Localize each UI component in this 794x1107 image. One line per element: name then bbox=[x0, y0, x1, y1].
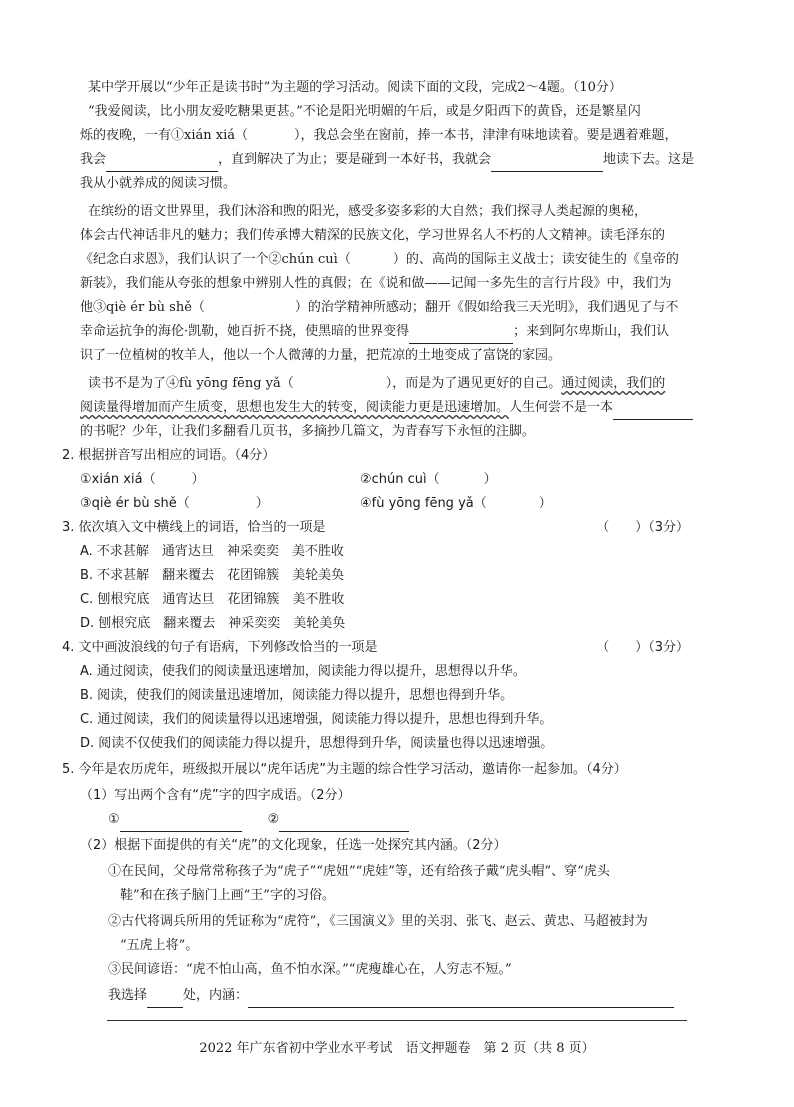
wavy-underlined-sentence: 阅读量得增加而产生质变，思想也发生大的转变，阅读能力更是迅速增加。 bbox=[80, 400, 510, 415]
passage-p1-line4: 我从小就养成的阅读习惯。 bbox=[80, 176, 237, 191]
passage-p2-line1: 在缤纷的语文世界里，我们沐浴和煦的阳光，感受多姿多彩的大自然；我们探寻人类起源的奥秘， bbox=[88, 204, 648, 219]
q2-row2 bbox=[80, 492, 690, 516]
fill-blank-3[interactable] bbox=[409, 325, 513, 344]
answer-label: ② bbox=[267, 812, 280, 827]
paren-close: ） bbox=[255, 496, 269, 511]
text: ），而是为了遇见更好的自己。 bbox=[385, 376, 562, 391]
q5-item3: ③民间谚语：“虎不怕山高，鱼不怕水深。”“虎瘦雄心在，人穷志不短。” bbox=[108, 962, 512, 977]
q2-item-a[interactable] bbox=[80, 468, 360, 492]
q4-answer-paren[interactable]: （ ）（3分） bbox=[596, 640, 689, 655]
q2-row1 bbox=[80, 468, 690, 492]
q5-choose-line bbox=[108, 984, 718, 1008]
q2-item-b[interactable] bbox=[360, 468, 640, 492]
q5-item2-line2: “五虎上将”。 bbox=[120, 938, 199, 953]
pinyin: ③qiè ér bù shě（ bbox=[80, 496, 190, 511]
q4-option-d[interactable]: D. 阅读不仅使我们的阅读能力得以提升，思想得到升华，阅读量也得以迅速增强。 bbox=[80, 736, 554, 751]
text: ；来到阿尔卑斯山，我们认 bbox=[513, 324, 670, 339]
text: 人生何尝不是一本 bbox=[509, 400, 614, 415]
passage-p2-line7: 识了一位植树的牧羊人，他以一个人微薄的力量，把荒凉的土地变成了富饶的家园。 bbox=[80, 348, 562, 363]
pinyin: ④fù yōng fēng yǎ（ bbox=[360, 496, 487, 511]
q5-stem: 5. 今年是农历虎年，班级拟开展以“虎年话虎”为主题的综合性学习活动，邀请你一起参加。（4分） bbox=[62, 762, 627, 777]
passage-p3-line2 bbox=[80, 396, 690, 420]
stem-text: 4. 文中画波浪线的句子有语病，下列修改恰当的一项是 bbox=[62, 640, 378, 655]
idiom-blank-1[interactable] bbox=[120, 813, 242, 832]
meaning-blank[interactable] bbox=[248, 989, 674, 1008]
fill-blank-2[interactable] bbox=[491, 153, 603, 172]
wavy-underlined-sentence: 通过阅读，我们的 bbox=[561, 376, 666, 391]
q2-item-c[interactable] bbox=[80, 492, 360, 516]
passage-p1-line3 bbox=[80, 148, 695, 172]
passage-p3-line3: 的书呢？少年，让我们多翻看几页书，多摘抄几篇文，为青春写下永恒的注脚。 bbox=[80, 424, 536, 439]
passage-p2-line6 bbox=[80, 320, 690, 344]
q5-sub1-answers bbox=[108, 808, 718, 832]
passage-p2-line2: 体会古代神话非凡的魅力；我们传承博大精深的民族文化，学习世界名人不朽的人文精神。读毛泽东的 bbox=[80, 228, 666, 243]
q5-item1-line2: 鞋”和在孩子脑门上画“王”字的习俗。 bbox=[120, 888, 335, 903]
q3-option-c[interactable]: C. 刨根究底 通宵达旦 花团锦簇 美不胜收 bbox=[80, 592, 345, 607]
q3-answer-paren[interactable]: （ ）（3分） bbox=[596, 520, 689, 535]
passage-p1-line2 bbox=[80, 124, 690, 148]
answer-label: ① bbox=[108, 812, 120, 827]
text: ）的、高尚的国际主义战士；读安徒生的《皇帝的 bbox=[392, 252, 679, 267]
q5-sub2: （2）根据下面提供的有关“虎”的文化现象，任选一处探究其内涵。（2分） bbox=[80, 838, 507, 853]
text: 《纪念白求恩》，我们认识了一个②chún cuì（ bbox=[80, 252, 351, 267]
q4-option-a[interactable]: A. 通过阅读，使我们的阅读量迅速增加，阅读能力得以提升，思想得以升华。 bbox=[80, 664, 526, 679]
q5-item2-line1: ②古代将调兵所用的凭证称为“虎符”，《三国演义》里的关羽、张飞、赵云、黄忠、马超被封为 bbox=[108, 914, 648, 929]
text: ）的治学精神所感动；翻开《假如给我三天光明》，我们遇见了与不 bbox=[294, 300, 679, 315]
q4-option-c[interactable]: C. 通过阅读，我们的阅读量得以迅速增强，阅读能力得以提升，思想也得到升华。 bbox=[80, 712, 553, 727]
passage-intro: 某中学开展以“少年正是读书时”为主题的学习活动。阅读下面的文段，完成2～4题。（10分） bbox=[88, 80, 622, 95]
fill-blank-1[interactable] bbox=[106, 153, 218, 172]
passage-p1-line1: “我爱阅读，比小朋友爱吃糖果更甚。”不论是阳光明媚的午后，或是夕阳西下的黄昏，还是繁星闪 bbox=[88, 104, 641, 119]
text: 烁的夜晚，一有①xián xiá（ bbox=[80, 128, 248, 143]
paren-close: ） bbox=[191, 472, 205, 487]
q5-item1-line1: ①在民间，父母常常称孩子为“虎子”“虎妞”“虎娃”等，还有给孩子戴“虎头帽”、穿“虎头 bbox=[108, 864, 610, 879]
fill-blank-4[interactable] bbox=[613, 401, 693, 420]
text: 处，内涵： bbox=[183, 988, 249, 1003]
text: ），我总会坐在窗前，捧一本书，津津有味地读着。要是遇着难题， bbox=[294, 128, 678, 143]
footer-divider bbox=[107, 1020, 687, 1021]
text: 幸命运抗争的海伦·凯勒，她百折不挠，使黑暗的世界变得 bbox=[80, 324, 410, 339]
text: ，直到解决了为止；要是碰到一本好书，我就会 bbox=[218, 152, 492, 167]
passage-p2-line4: 新装》，我们能从夸张的想象中辨别人性的真假；在《说和做——记闻一多先生的言行片段》中，我们为 bbox=[80, 276, 672, 291]
q5-sub1: （1）写出两个含有“虎”字的四字成语。（2分） bbox=[80, 788, 351, 803]
q4-option-b[interactable]: B. 阅读，使我们的阅读量迅速增加，阅读能力得以提升，思想也得到升华。 bbox=[80, 688, 514, 703]
text: 他③qiè ér bù shě（ bbox=[80, 300, 205, 315]
text: 我会 bbox=[80, 152, 107, 167]
paren-close: ） bbox=[538, 496, 552, 511]
choice-blank[interactable] bbox=[147, 989, 183, 1008]
idiom-blank-2[interactable] bbox=[279, 813, 409, 832]
q2-stem: 2. 根据拼音写出相应的词语。（4分） bbox=[62, 448, 276, 463]
stem-text: 3. 依次填入文中横线上的词语，恰当的一项是 bbox=[62, 520, 326, 535]
answer-blank[interactable] bbox=[248, 130, 294, 148]
text: 地读下去。这是 bbox=[603, 152, 695, 167]
passage-p2-line5 bbox=[80, 296, 690, 320]
q3-option-a[interactable]: A. 不求甚解 通宵达旦 神采奕奕 美不胜收 bbox=[80, 544, 344, 559]
passage-p2-line3 bbox=[80, 248, 690, 272]
page-footer: 2022 年广东省初中学业水平考试 语文押题卷 第 2 页（共 8 页） bbox=[199, 1041, 595, 1056]
paren-close: ） bbox=[483, 472, 497, 487]
q3-option-b[interactable]: B. 不求甚解 翻来覆去 花团锦簇 美轮美奂 bbox=[80, 568, 345, 583]
text: 读书不是为了④fù yōng fēng yǎ（ bbox=[88, 376, 294, 391]
q2-item-d[interactable] bbox=[360, 492, 640, 516]
q3-option-d[interactable]: D. 刨根究底 翻来覆去 神采奕奕 美轮美奂 bbox=[80, 616, 346, 631]
pinyin: ②chún cuì（ bbox=[360, 472, 440, 487]
pinyin: ①xián xiá（ bbox=[80, 472, 156, 487]
passage-p3-line1 bbox=[88, 372, 698, 396]
text: 我选择 bbox=[108, 988, 148, 1003]
